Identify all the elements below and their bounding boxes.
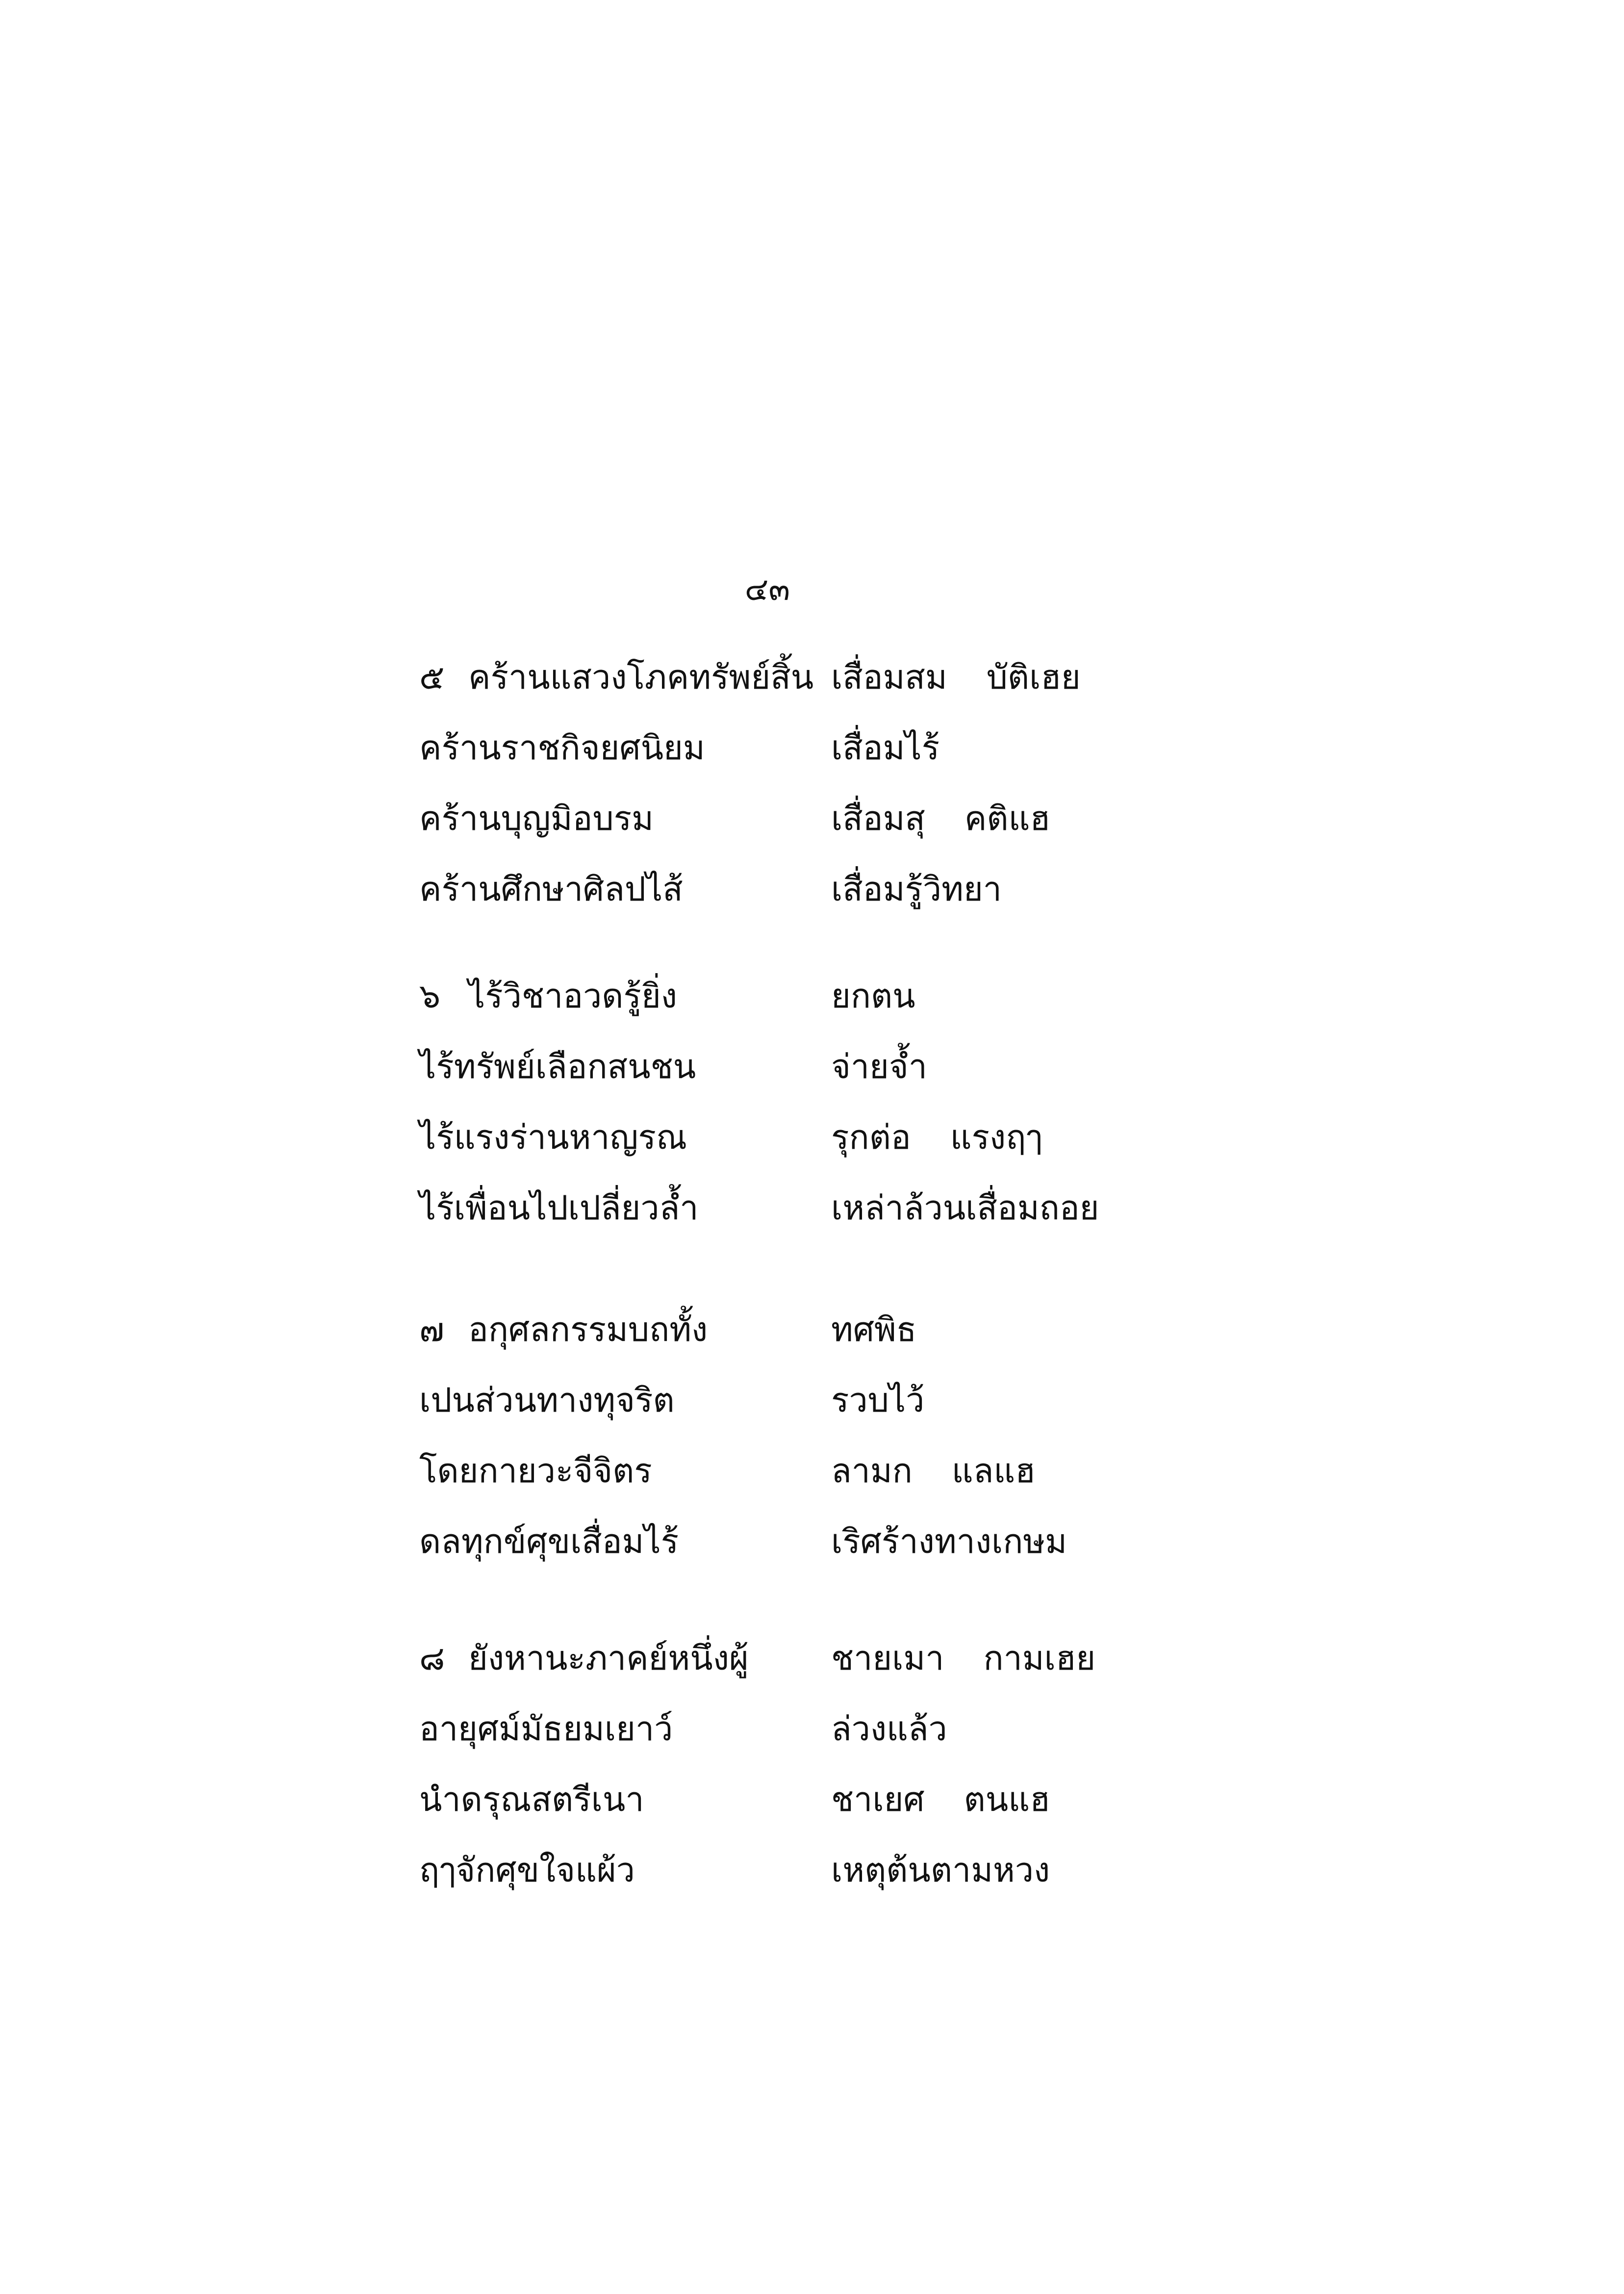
verse-tail: ตนแฮ (964, 1780, 1050, 1819)
verse-line (419, 1507, 1155, 1577)
verse-line (419, 961, 1155, 1032)
verse-line (419, 1436, 1155, 1507)
verse-second-half: ชาเยศ (831, 1780, 925, 1819)
verse-second-half: เสื่อมรู้วิทยา (831, 870, 1002, 909)
verse-line (419, 713, 1155, 784)
verse-first-half: ไร้แรงร่านหาญรณ (419, 1118, 687, 1157)
verse-first-half: อายุศม์มัธยมเยาว์ (419, 1710, 673, 1749)
verse-line (419, 1103, 1155, 1173)
verse-tail: บัติเฮย (986, 658, 1081, 697)
verse-tail: แรงฤๅ (950, 1118, 1042, 1157)
stanza-number: ๖ (419, 977, 441, 1016)
verse-first-half: ไร้วิชาอวดรู้ยิ่ง (468, 977, 677, 1016)
page-number: ๔๓ (744, 571, 790, 608)
verse-first-half: โดยกายวะจีจิตร (419, 1452, 652, 1491)
verse-line (419, 1295, 1155, 1366)
stanza-7 (419, 1295, 1155, 1577)
verse-second-half: ล่วงแล้ว (831, 1710, 947, 1749)
verse-line (419, 1765, 1155, 1835)
verse-line (419, 1366, 1155, 1436)
verse-second-half: เสื่อมสุ (831, 799, 925, 838)
verse-tail: แลแฮ (951, 1452, 1036, 1491)
verse-line (419, 1032, 1155, 1103)
verse-first-half: คร้านบุญมิอบรม (419, 799, 654, 838)
verse-line (419, 1624, 1155, 1694)
verse-first-half: อกุศลกรรมบถทั้ง (468, 1311, 708, 1349)
verse-line (419, 1694, 1155, 1765)
verse-first-half: คร้านแสวงโภคทรัพย์สิ้น (468, 658, 814, 697)
verse-line (419, 1173, 1155, 1244)
verse-line (419, 643, 1155, 713)
stanza-number: ๘ (419, 1639, 445, 1678)
verse-first-half: ไร้เพื่อนไปเปลี่ยวล้ำ (419, 1189, 699, 1228)
verse-second-half: รุกต่อ (831, 1118, 911, 1157)
verse-second-half: เสื่อมสม (831, 658, 947, 697)
verse-tail: กามเฮย (983, 1639, 1096, 1678)
stanza-8 (419, 1624, 1155, 1906)
verse-first-half: นำดรุณสตรีเนา (419, 1780, 644, 1819)
verse-line (419, 1835, 1155, 1906)
verse-second-half: ทศพิธ (831, 1311, 917, 1349)
stanza-number: ๗ (419, 1311, 445, 1349)
verse-second-half: เสื่อมไร้ (831, 729, 940, 768)
verse-second-half: ลามก (831, 1452, 913, 1491)
verse-second-half: ยกตน (831, 977, 915, 1016)
verse-tail: คติแฮ (964, 799, 1050, 838)
verse-first-half: ยังหานะภาคย์หนึ่งผู้ (468, 1639, 749, 1678)
verse-line (419, 784, 1155, 854)
verse-line (419, 854, 1155, 925)
verse-second-half: เริศร้างทางเกษม (831, 1522, 1067, 1561)
verse-second-half: เหตุต้นตามหวง (831, 1851, 1050, 1890)
verse-second-half: รวบไว้ (831, 1381, 925, 1420)
stanza-6 (419, 961, 1155, 1244)
verse-first-half: เปนส่วนทางทุจริต (419, 1381, 675, 1420)
verse-first-half: คร้านศึกษาศิลปไส้ (419, 870, 683, 909)
verse-first-half: ไร้ทรัพย์เลือกสนชน (419, 1048, 696, 1086)
verse-first-half: ฤๅจักศุขใจแผ้ว (419, 1851, 635, 1890)
verse-second-half: ชายเมา (831, 1639, 944, 1678)
stanza-5 (419, 643, 1155, 925)
verse-second-half: เหล่าล้วนเสื่อมถอย (831, 1189, 1099, 1228)
verse-first-half: ดลทุกข์ศุขเสื่อมไร้ (419, 1522, 679, 1561)
stanza-number: ๕ (419, 658, 445, 697)
verse-first-half: คร้านราชกิจยศนิยม (419, 729, 705, 768)
verse-second-half: จ่ายจ้ำ (831, 1048, 927, 1086)
